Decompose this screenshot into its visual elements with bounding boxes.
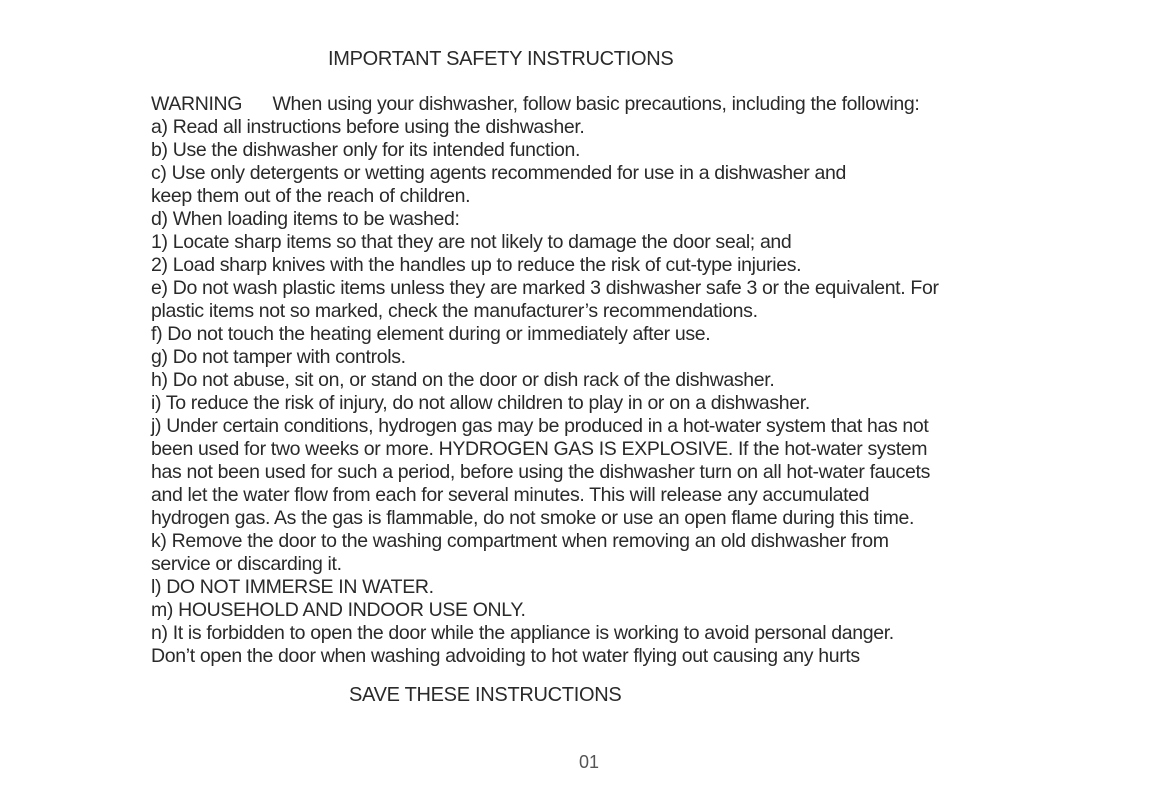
page-number: 01 xyxy=(579,752,600,772)
instruction-line: n) It is forbidden to open the door while the appliance is working to avoid personal danger. xyxy=(151,622,894,644)
instruction-line: 1) Locate sharp items so that they are not likely to damage the door seal; and xyxy=(151,231,792,253)
instruction-line: b) Use the dishwasher only for its intended function. xyxy=(151,139,581,161)
instruction-line: l) DO NOT IMMERSE IN WATER. xyxy=(151,576,434,598)
instruction-line: and let the water flow from each for several minutes. This will release any accumulated xyxy=(151,484,870,506)
instruction-line: c) Use only detergents or wetting agents recommended for use in a dishwasher and xyxy=(151,162,846,184)
instruction-line: plastic items not so marked, check the manufacturer’s recommendations. xyxy=(151,300,758,322)
instruction-line: k) Remove the door to the washing compartment when removing an old dishwasher from xyxy=(151,530,889,552)
instruction-line: d) When loading items to be washed: xyxy=(151,208,460,230)
instruction-line: m) HOUSEHOLD AND INDOOR USE ONLY. xyxy=(151,599,526,621)
instruction-line: 2) Load sharp knives with the handles up to reduce the risk of cut-type injuries. xyxy=(151,254,802,276)
instruction-line: hydrogen gas. As the gas is flammable, do not smoke or use an open flame during this time. xyxy=(151,507,915,529)
instruction-list xyxy=(151,93,939,668)
instruction-line: i) To reduce the risk of injury, do not allow children to play in or on a dishwasher. xyxy=(151,392,810,414)
save-instructions-heading: SAVE THESE INSTRUCTIONS xyxy=(349,684,622,706)
instruction-line: been used for two weeks or more. HYDROGEN GAS IS EXPLOSIVE. If the hot-water system xyxy=(151,438,928,460)
instruction-line: f) Do not touch the heating element during or immediately after use. xyxy=(151,323,711,345)
instruction-line: service or discarding it. xyxy=(151,553,342,575)
warning-line: WARNING When using your dishwasher, follow basic precautions, including the following: xyxy=(151,93,920,115)
instruction-line: e) Do not wash plastic items unless they are marked 3 dishwasher safe 3 or the equivalent. For xyxy=(151,277,939,299)
instruction-line: Don’t open the door when washing advoiding to hot water flying out causing any hurts xyxy=(151,645,860,667)
instruction-line: has not been used for such a period, before using the dishwasher turn on all hot-water faucets xyxy=(151,461,931,483)
instruction-line: keep them out of the reach of children. xyxy=(151,185,471,207)
instruction-line: j) Under certain conditions, hydrogen gas may be produced in a hot-water system that has not xyxy=(151,415,929,437)
document-title: IMPORTANT SAFETY INSTRUCTIONS xyxy=(328,48,674,70)
instruction-line: a) Read all instructions before using the dishwasher. xyxy=(151,116,585,138)
instruction-line: g) Do not tamper with controls. xyxy=(151,346,406,368)
instruction-line: h) Do not abuse, sit on, or stand on the door or dish rack of the dishwasher. xyxy=(151,369,775,391)
